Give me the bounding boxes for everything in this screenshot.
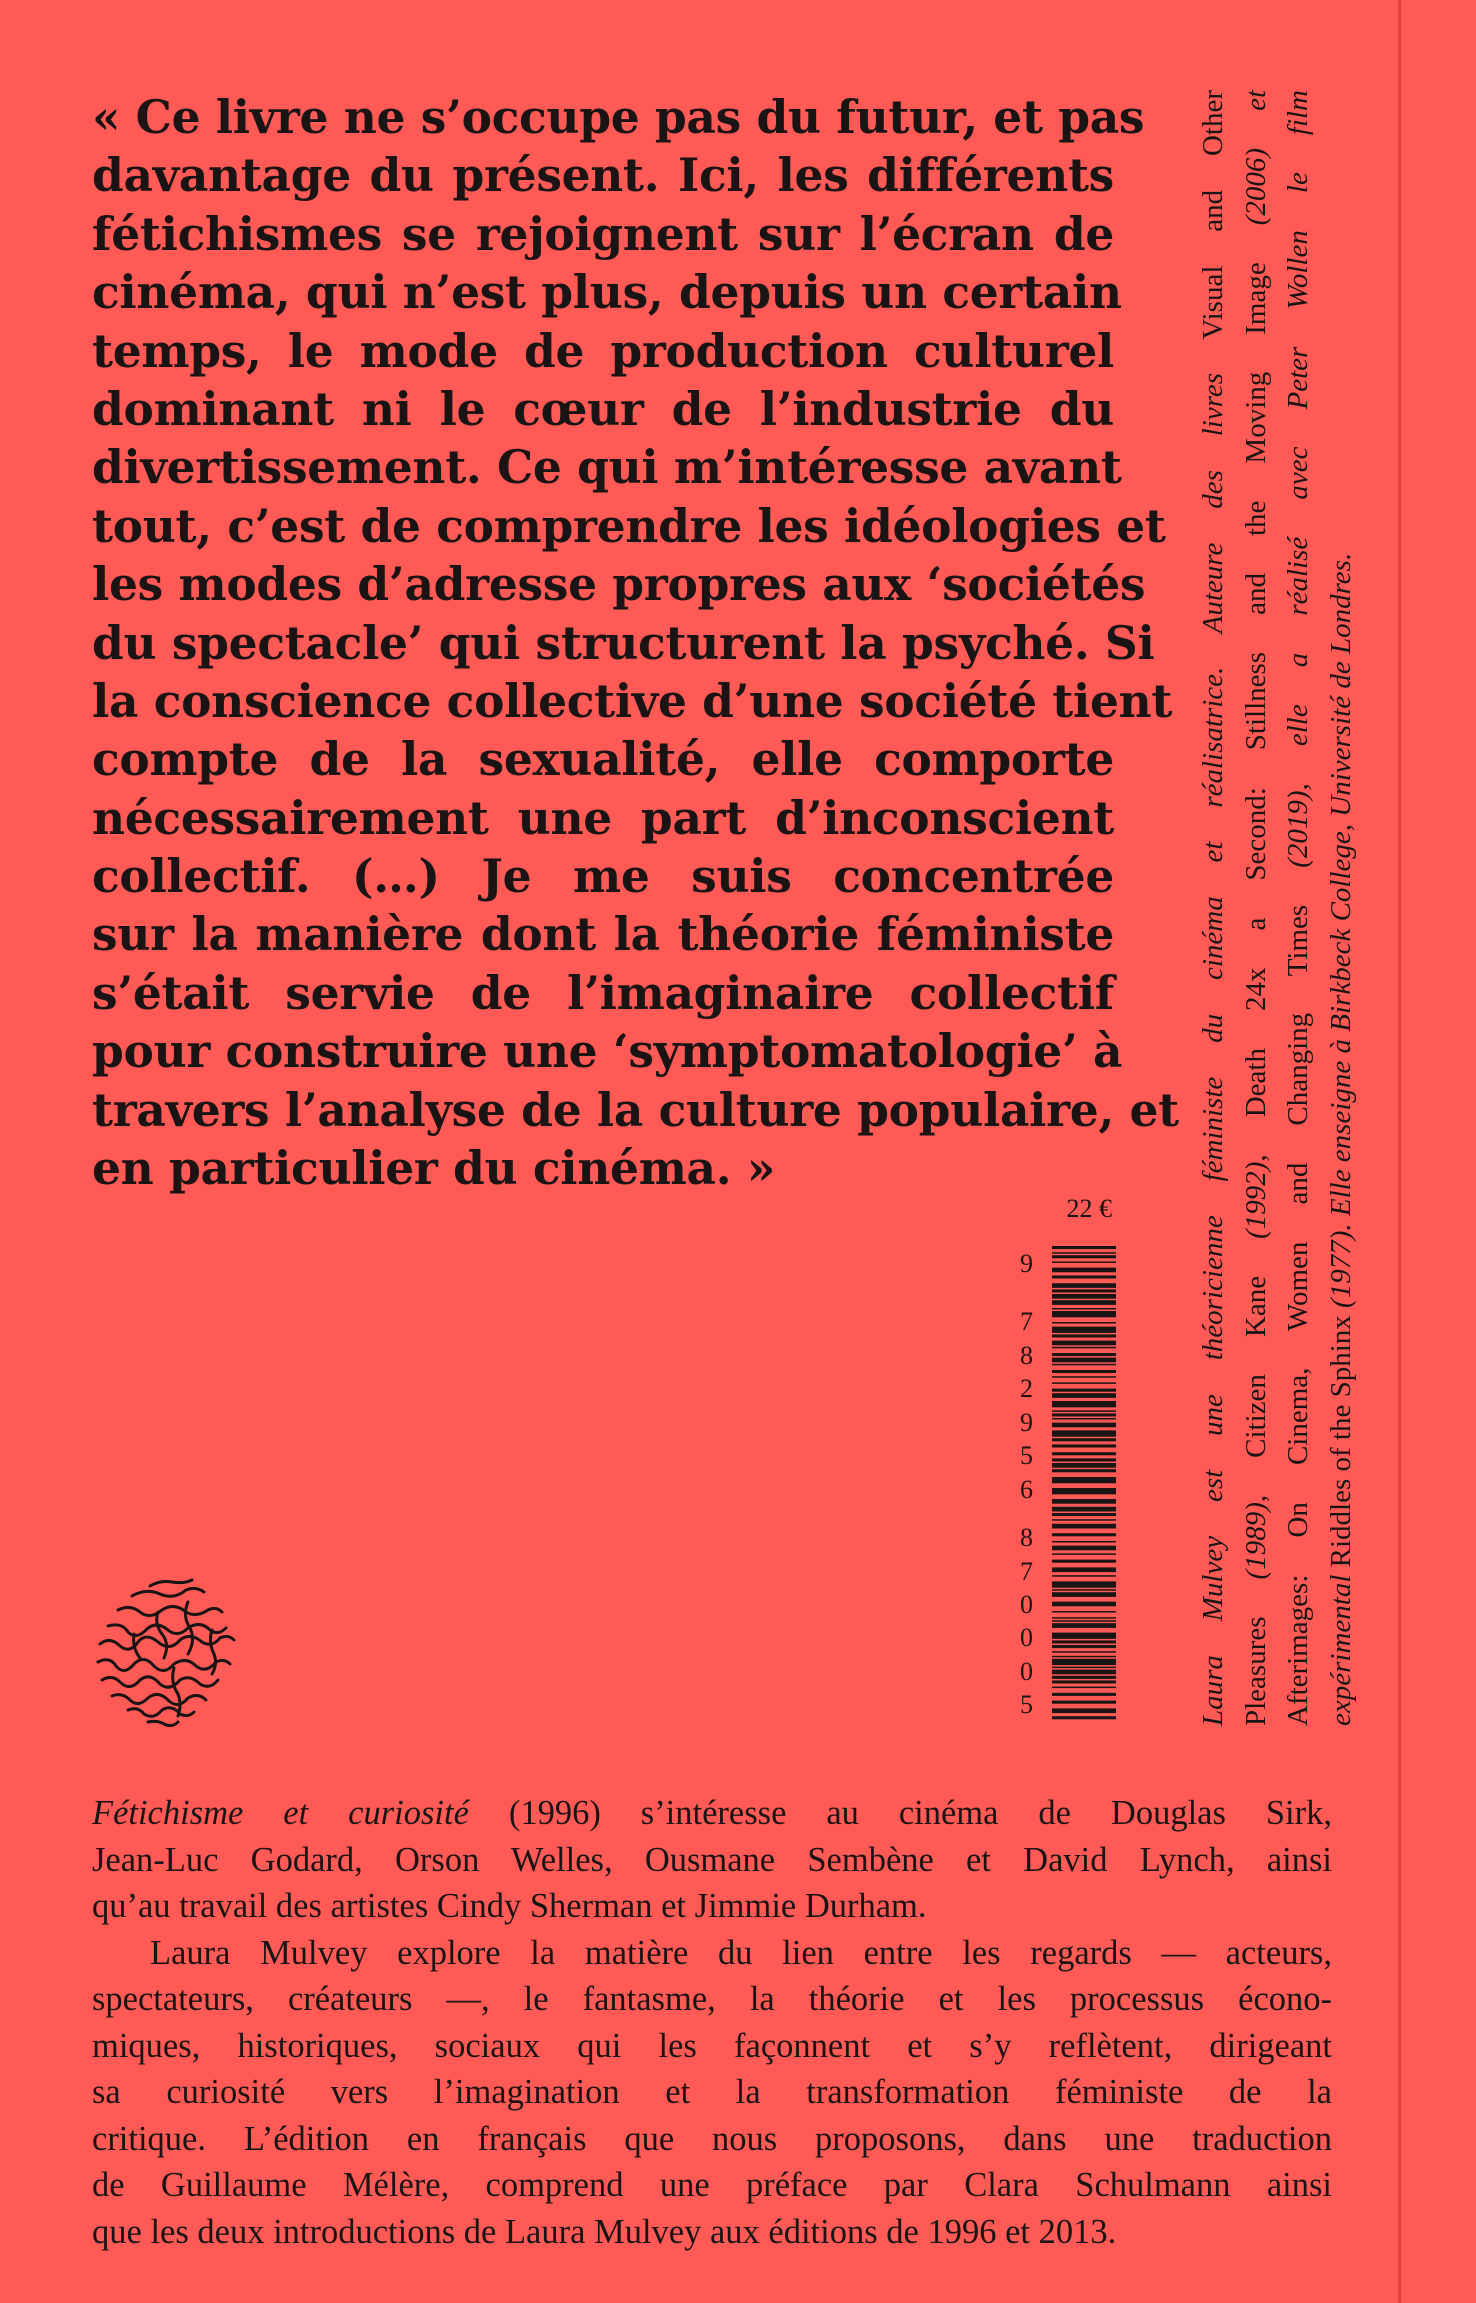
barcode-bar bbox=[1052, 1541, 1116, 1543]
barcode-bar bbox=[1052, 1651, 1116, 1653]
quote-line: dominant ni le cœur de l’industrie du bbox=[92, 381, 1114, 436]
barcode-bar bbox=[1052, 1676, 1116, 1679]
description-line: qu’au travail des artistes Cindy Sherman et Jimmie Durham. bbox=[92, 1887, 927, 1925]
quote-line: les modes d’adresse propres aux ‘sociétés bbox=[92, 557, 1146, 612]
description-line: de Guillaume Mélère, comprend une préface par Clara Schulmann ainsi bbox=[92, 2166, 1332, 2204]
isbn-digit: 0 bbox=[1020, 1590, 1033, 1619]
quote-line: travers l’analyse de la culture populaire, et bbox=[92, 1082, 1179, 1137]
barcode-bar bbox=[1052, 1341, 1116, 1346]
barcode-bar bbox=[1052, 1311, 1116, 1317]
barcode-bar bbox=[1052, 1438, 1116, 1441]
barcode-bar bbox=[1052, 1507, 1116, 1512]
barcode-bar bbox=[1052, 1701, 1116, 1704]
barcode-bar bbox=[1052, 1708, 1116, 1713]
barcode-bar bbox=[1052, 1261, 1116, 1263]
barcode-bar bbox=[1052, 1617, 1116, 1619]
barcode-bar bbox=[1052, 1463, 1116, 1468]
barcode-bar bbox=[1052, 1513, 1116, 1516]
barcode-bar bbox=[1052, 1687, 1116, 1689]
quote-line: s’était servie de l’imaginaire collectif bbox=[92, 965, 1114, 1020]
barcode-bar bbox=[1052, 1376, 1116, 1378]
bio-text: expérimental bbox=[1324, 1574, 1357, 1726]
quote-line: collectif. (…) Je me suis concentrée bbox=[92, 849, 1114, 904]
quote-line: pour construire une ‘symptomatologie’ à bbox=[92, 1024, 1123, 1079]
barcode-bar bbox=[1052, 1519, 1116, 1521]
barcode-bar bbox=[1052, 1418, 1116, 1420]
barcode-bar bbox=[1052, 1640, 1116, 1643]
barcode-bar bbox=[1052, 1389, 1116, 1392]
book-description bbox=[92, 1790, 1332, 2255]
bio-text: , elle a réalisé avec Peter Wollen le film bbox=[1282, 90, 1314, 791]
barcode-bar bbox=[1052, 1645, 1116, 1648]
description-line: critique. L’édition en français que nous proposons, dans une traduction bbox=[92, 2119, 1332, 2158]
barcode-bar bbox=[1052, 1602, 1116, 1607]
barcode-bar bbox=[1052, 1546, 1116, 1551]
author-bio-vertical bbox=[1192, 90, 1362, 1726]
barcode-bar bbox=[1052, 1413, 1116, 1416]
quote-line: cinéma, qui n’est plus, depuis un certain bbox=[92, 265, 1122, 320]
quote-line: fétichismes se rejoignent sur l’écran de bbox=[92, 206, 1114, 261]
isbn-digit: 8 bbox=[1020, 1341, 1033, 1370]
description-text: (1996) s’intéresse au cinéma de Douglas Sirk, bbox=[468, 1794, 1332, 1832]
price-label: 22 € bbox=[1066, 1194, 1112, 1223]
barcode-bar bbox=[1052, 1353, 1116, 1356]
barcode-bar bbox=[1052, 1477, 1116, 1483]
quote-line: tout, c’est de comprendre les idéologies et bbox=[92, 498, 1166, 553]
barcode-bar bbox=[1052, 1656, 1116, 1658]
barcode-bar bbox=[1052, 1469, 1116, 1472]
barcode-bar bbox=[1052, 1560, 1116, 1563]
barcode-bar bbox=[1052, 1393, 1116, 1398]
barcode-bar bbox=[1052, 1430, 1116, 1436]
year: (1989) bbox=[1239, 1502, 1272, 1580]
barcode-bar bbox=[1052, 1255, 1116, 1258]
barcode-bar bbox=[1052, 1444, 1116, 1447]
barcode-bar bbox=[1052, 1289, 1116, 1292]
barcode-bar bbox=[1052, 1370, 1116, 1373]
description-line: Jean-Luc Godard, Orson Welles, Ousmane Sembène et David Lynch, ainsi bbox=[92, 1840, 1332, 1879]
barcode-bar bbox=[1052, 1611, 1116, 1613]
description-line: sa curiosité vers l’imagination et la transformation féministe de la bbox=[92, 2073, 1332, 2111]
book-title: Fétichisme et curiosité bbox=[92, 1794, 469, 1832]
barcode-bar bbox=[1052, 1567, 1116, 1572]
book-title: Afterimages: On Cinema, Women and Changing Times bbox=[1282, 867, 1314, 1726]
bio-text: et bbox=[1239, 89, 1272, 148]
barcode-bar bbox=[1052, 1308, 1116, 1310]
barcode-bar bbox=[1052, 1382, 1116, 1384]
barcode-bar bbox=[1052, 1620, 1116, 1622]
barcode-bar bbox=[1052, 1364, 1116, 1366]
isbn-barcode bbox=[1020, 1244, 1116, 1724]
book-title: Visual and Other bbox=[1197, 90, 1229, 373]
barcode-bar bbox=[1052, 1553, 1116, 1555]
bio-text: , Université de Londres. bbox=[1324, 552, 1357, 832]
barcode-bar bbox=[1052, 1589, 1116, 1591]
book-title: , Citizen Kane bbox=[1239, 1238, 1272, 1503]
barcode-bar bbox=[1052, 1581, 1116, 1587]
bio-line bbox=[1320, 90, 1363, 1726]
barcode-bar bbox=[1052, 1275, 1116, 1278]
barcode-bar bbox=[1052, 1347, 1116, 1349]
barcode-bar bbox=[1052, 1667, 1116, 1669]
isbn-digit: 6 bbox=[1020, 1475, 1033, 1504]
isbn-digit: 8 bbox=[1020, 1523, 1033, 1552]
barcode-bar bbox=[1052, 1623, 1116, 1628]
isbn-digit: 5 bbox=[1020, 1441, 1033, 1470]
barcode-bar bbox=[1052, 1575, 1116, 1577]
isbn-digit: 0 bbox=[1020, 1657, 1033, 1686]
quote-line: divertissement. Ce qui m’intéresse avant bbox=[92, 440, 1122, 495]
isbn-digit: 7 bbox=[1020, 1557, 1033, 1586]
bio-text: . Elle enseigne à bbox=[1324, 1031, 1357, 1231]
isbn-digit: 5 bbox=[1020, 1690, 1033, 1719]
year: (1992) bbox=[1239, 1161, 1272, 1239]
description-line: spectateurs, créateurs —, le fantasme, la théorie et les processus écono- bbox=[92, 1980, 1332, 2018]
pull-quote bbox=[92, 88, 1179, 1197]
quote-line: sur la manière dont la théorie féministe bbox=[92, 907, 1114, 962]
quote-line: compte de la sexualité, elle comporte bbox=[92, 732, 1114, 787]
barcode-bar bbox=[1052, 1488, 1116, 1494]
barcode-bar bbox=[1052, 1401, 1116, 1407]
quote-line: du spectacle’ qui structurent la psyché. Si bbox=[92, 615, 1155, 670]
barcode-bar bbox=[1052, 1283, 1116, 1288]
quote-line: « Ce livre ne s’occupe pas du futur, et pas bbox=[92, 90, 1145, 144]
isbn-digit: 7 bbox=[1020, 1307, 1033, 1336]
barcode-bar bbox=[1052, 1252, 1116, 1254]
barcode-bar bbox=[1052, 1300, 1116, 1305]
isbn-digit: 9 bbox=[1020, 1249, 1033, 1278]
isbn-digit: 9 bbox=[1020, 1408, 1033, 1437]
barcode-bar bbox=[1052, 1716, 1116, 1719]
barcode-bar bbox=[1052, 1680, 1116, 1683]
film-title: Riddles of the Sphinx bbox=[1324, 1307, 1357, 1575]
barcode-bar bbox=[1052, 1693, 1116, 1696]
barcode-bar bbox=[1052, 1246, 1116, 1249]
barcode-bar bbox=[1052, 1524, 1116, 1529]
bio-line bbox=[1192, 90, 1235, 1726]
barcode-bar bbox=[1052, 1533, 1116, 1536]
year: (1977) bbox=[1324, 1230, 1357, 1308]
bio-text: Birkbeck College bbox=[1324, 831, 1357, 1032]
isbn-digit: 0 bbox=[1020, 1623, 1033, 1652]
isbn-digit: 2 bbox=[1020, 1374, 1033, 1403]
year: (2006) bbox=[1239, 147, 1272, 226]
barcode-bar bbox=[1052, 1670, 1116, 1675]
barcode-bar bbox=[1052, 1423, 1116, 1428]
book-title: , Death 24x a Second: Stillness and the Moving Image bbox=[1239, 225, 1272, 1162]
description-line: miques, historiques, sociaux qui les façonnent et s’y reflètent, dirigeant bbox=[92, 2026, 1332, 2065]
description-line: Laura Mulvey explore la matière du lien entre les regards — acteurs, bbox=[150, 1933, 1332, 1972]
barcode-bar bbox=[1052, 1358, 1116, 1363]
quote-line: en particulier du cinéma. » bbox=[92, 1141, 775, 1196]
bio-line bbox=[1277, 90, 1320, 1726]
barcode-bar bbox=[1052, 1633, 1116, 1639]
quote-line: nécessairement une part d’inconscient bbox=[92, 790, 1114, 845]
year: (2019) bbox=[1282, 790, 1314, 868]
barcode-bar bbox=[1052, 1334, 1116, 1337]
barcode-bar bbox=[1052, 1410, 1116, 1412]
quote-line: temps, le mode de production culturel bbox=[92, 323, 1114, 378]
bio-text: Laura Mulvey est une théoricienne féministe du cinéma et réalisatrice. Auteure des livres bbox=[1197, 372, 1229, 1726]
barcode-bar bbox=[1052, 1458, 1116, 1461]
barcode-bar bbox=[1052, 1322, 1116, 1324]
publisher-logo bbox=[88, 1572, 254, 1730]
barcode-bar bbox=[1052, 1327, 1116, 1333]
barcode-bar bbox=[1052, 1268, 1116, 1273]
quote-line: la conscience collective d’une société tient bbox=[92, 673, 1173, 728]
book-title: Pleasures bbox=[1239, 1579, 1272, 1726]
quote-line: davantage du présent. Ici, les différents bbox=[92, 148, 1114, 203]
barcode-bar bbox=[1052, 1452, 1116, 1455]
description-line: que les deux introductions de Laura Mulvey aux éditions de 1996 et 2013. bbox=[92, 2212, 1117, 2251]
barcode-bar bbox=[1052, 1659, 1116, 1665]
barcode-bar bbox=[1052, 1592, 1116, 1597]
barcode-bar bbox=[1052, 1294, 1116, 1299]
description-line bbox=[92, 1790, 1332, 1837]
spine-edge bbox=[1398, 0, 1401, 2303]
barcode-bar bbox=[1052, 1499, 1116, 1504]
bio-line bbox=[1235, 90, 1278, 1726]
